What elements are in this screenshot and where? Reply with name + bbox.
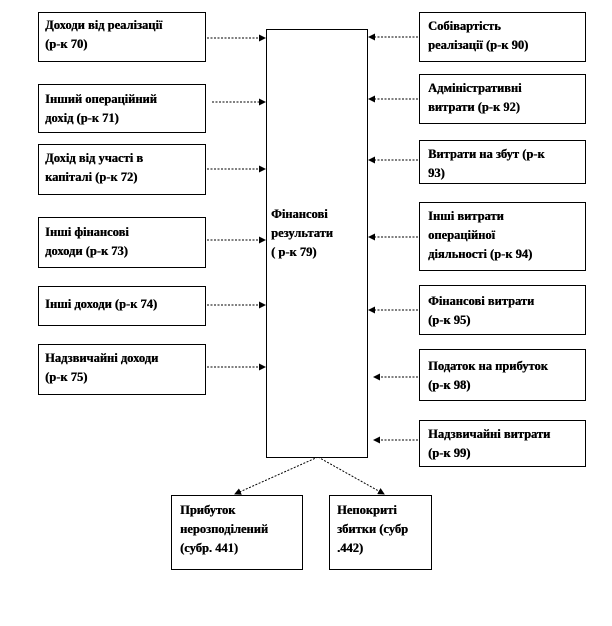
right-label-6: Податок на прибуток (р-к 98) xyxy=(428,359,548,392)
left-label-3: Дохід від участі в капіталі (р-к 72) xyxy=(45,151,143,184)
right-label-3: Витрати на збут (р-к 93) xyxy=(428,147,545,180)
right-label-7: Надзвичайні витрати (р-к 99) xyxy=(428,427,551,460)
right-label-2: Адміністративні витрати (р-к 92) xyxy=(428,81,522,114)
arrow-down-right xyxy=(318,457,384,494)
left-label-1: Доходи від реалізації (р-к 70) xyxy=(45,18,163,51)
left-label-4: Інші фінансові доходи (р-к 73) xyxy=(45,225,129,258)
right-label-1: Собівартість реалізації (р-к 90) xyxy=(428,19,529,52)
right-label-5: Фінансові витрати (р-к 95) xyxy=(428,294,535,327)
center-label: Фінансові результати ( р-к 79) xyxy=(271,207,333,259)
left-label-6: Надзвичайні доходи (р-к 75) xyxy=(45,351,159,384)
bottom-label-right: Непокриті збитки (субр .442) xyxy=(337,503,408,555)
right-label-4: Інші витрати операційної діяльності (р-к 94) xyxy=(428,209,533,261)
left-label-5: Інші доходи (р-к 74) xyxy=(45,297,158,311)
arrow-down-left xyxy=(235,457,318,494)
bottom-label-left: Прибуток нерозподілений (субр. 441) xyxy=(180,503,269,555)
left-label-2: Інший операційний дохід (р-к 71) xyxy=(45,92,157,125)
